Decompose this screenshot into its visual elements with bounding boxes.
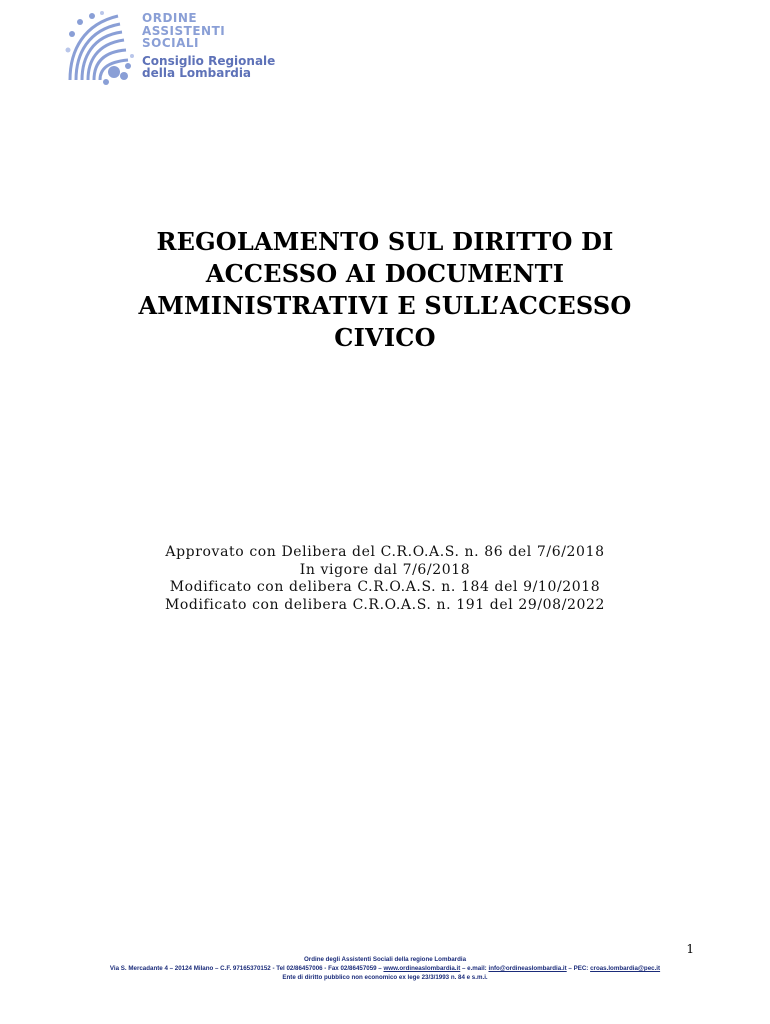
title-line-3: AMMINISTRATIVI E SULL’ACCESSO (138, 291, 632, 320)
shell-emblem-icon (62, 10, 138, 88)
approval-line: Modificato con delibera C.R.O.A.S. n. 191 del 29/08/2022 (164, 596, 606, 613)
footer-legal-note: Ente di diritto pubblico non economico ex lege 23/3/1993 n. 84 e s.m.i. (282, 974, 488, 981)
footer-org-name: Ordine degli Assistenti Sociali della regione Lombardia (303, 956, 467, 963)
logo-line-ordine: ORDINE (142, 11, 198, 25)
document-title (0, 226, 770, 354)
approval-line: Approvato con Delibera del C.R.O.A.S. n. 86 del 7/6/2018 (165, 544, 605, 560)
approval-line: Modificato con delibera C.R.O.A.S. n. 184 del 9/10/2018 (169, 579, 601, 595)
footer-website-link[interactable]: www.ordineaslombardia.it (383, 965, 461, 972)
page-number: 1 (686, 942, 694, 956)
footer-email-link[interactable]: info@ordineaslombardia.it (488, 965, 567, 972)
footer-email-label: – e.mail: (460, 965, 489, 972)
approval-notes (0, 544, 770, 614)
approval-line: In vigore dal 7/6/2018 (299, 561, 471, 578)
title-line-1: REGOLAMENTO SUL DIRITTO DI (156, 227, 614, 256)
footer-address: Via S. Mercadante 4 – 20124 Milano – C.F. 97165370152 - Tel 02/86457006 - Fax 02/86457059 – (109, 965, 384, 972)
logo-sub-lombardia: della Lombardia (142, 66, 252, 80)
page-footer (0, 955, 770, 982)
footer-contacts (0, 964, 770, 973)
title-line-2: ACCESSO AI DOCUMENTI (205, 259, 565, 288)
organization-logo (62, 10, 292, 90)
logo-line-sociali: SOCIALI (142, 36, 200, 50)
footer-pec-label: – PEC: (566, 965, 591, 972)
title-line-4: CIVICO (334, 323, 436, 352)
logo-text (142, 12, 275, 80)
logo-sub-consiglio: Consiglio Regionale (142, 53, 276, 68)
logo-line-assistenti: ASSISTENTI (142, 23, 226, 38)
footer-pec-link[interactable]: croas.lombardia@pec.it (590, 965, 661, 972)
